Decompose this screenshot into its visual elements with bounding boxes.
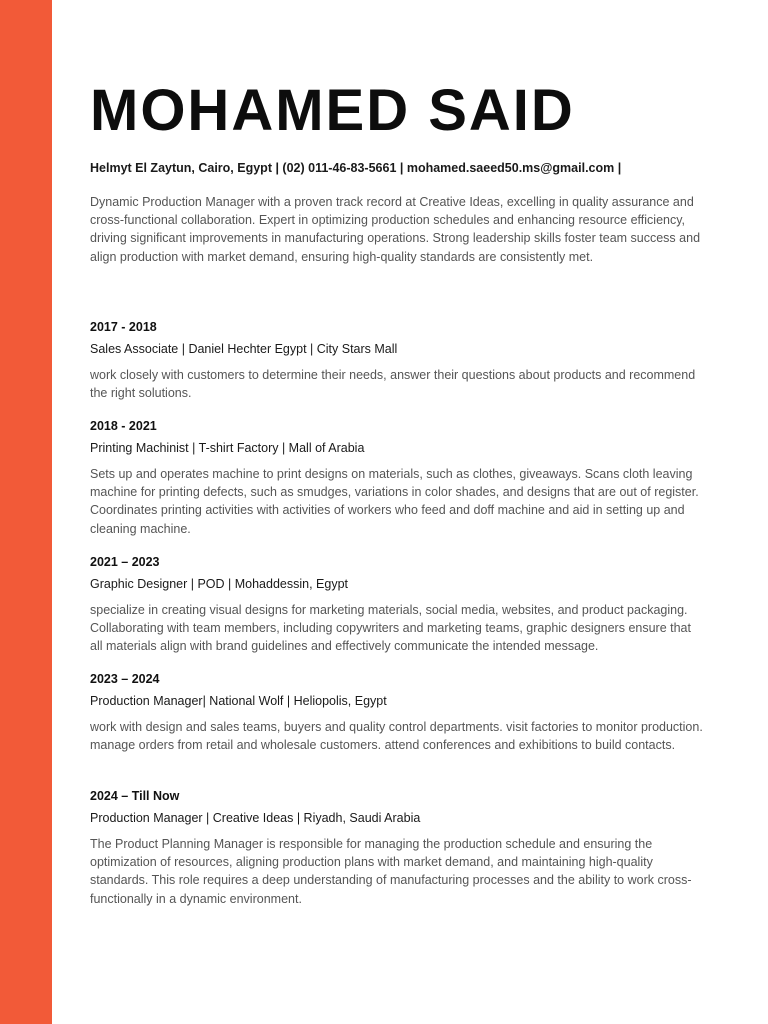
contact-line: Helmyt El Zaytun, Cairo, Egypt | (02) 011-46-83-5661 | mohamed.saeed50.ms@gmail.com | [90,161,622,175]
job-period: 2023 – 2024 [90,672,160,686]
job-description: The Product Planning Manager is responsible for managing the production schedule and ensuring the optimization of resources, aligning production plans with market demand, and maintaining high-quality standards. This role requires a deep understanding of manufacturing processes and the ability to work cross-functionally in a dynamic environment. [90,837,692,906]
job-description: specialize in creating visual designs for marketing materials, social media, websites, and product packaging. Collaborating with team members, including copywriters and marketing teams, graphic designers ensure that all materials align with brand guidelines and effectively communicate the intended message. [90,603,691,654]
candidate-name: MOHAMED SAID [90,78,575,143]
experience-entry [90,671,705,754]
experience-entry [90,788,705,908]
job-title: Production Manager | Creative Ideas | Riyadh, Saudi Arabia [90,811,421,825]
professional-summary: Dynamic Production Manager with a proven track record at Creative Ideas, excelling in quality assurance and cross-functional collaboration. Expert in optimizing production schedules and enhancing resource efficiency, driving significant improvements in manufacturing operations. Strong leadership skills foster team success and align production with market demand, ensuring high-quality standards are consistently met. [90,195,701,264]
job-title: Printing Machinist | T-shirt Factory | Mall of Arabia [90,441,365,455]
experience-entry [90,319,705,402]
job-description: Sets up and operates machine to print designs on materials, such as clothes, giveaways. Scans cloth leaving machine for printing defects, such as smudges, variations in color shades, and designs that are out of register. Coordinates printing activities with activities of workers who feed and doff machine and aid in setting up and cleaning machine. [90,467,699,536]
job-period: 2024 – Till Now [90,789,180,803]
job-description: work closely with customers to determine their needs, answer their questions about products and recommend the right solutions. [90,368,696,401]
experience-entry [90,554,705,656]
experience-entry [90,418,705,538]
job-period: 2021 – 2023 [90,555,160,569]
accent-sidebar-bar [0,0,52,1024]
job-period: 2017 - 2018 [90,320,157,334]
job-title: Graphic Designer | POD | Mohaddessin, Egypt [90,577,349,591]
job-title: Production Manager| National Wolf | Heliopolis, Egypt [90,694,387,708]
job-description: work with design and sales teams, buyers and quality control departments. visit factories to monitor production. manage orders from retail and wholesale customers. attend conferences and exhibitions to build contacts. [90,720,703,753]
job-period: 2018 - 2021 [90,419,157,433]
job-title: Sales Associate | Daniel Hechter Egypt | City Stars Mall [90,342,398,356]
